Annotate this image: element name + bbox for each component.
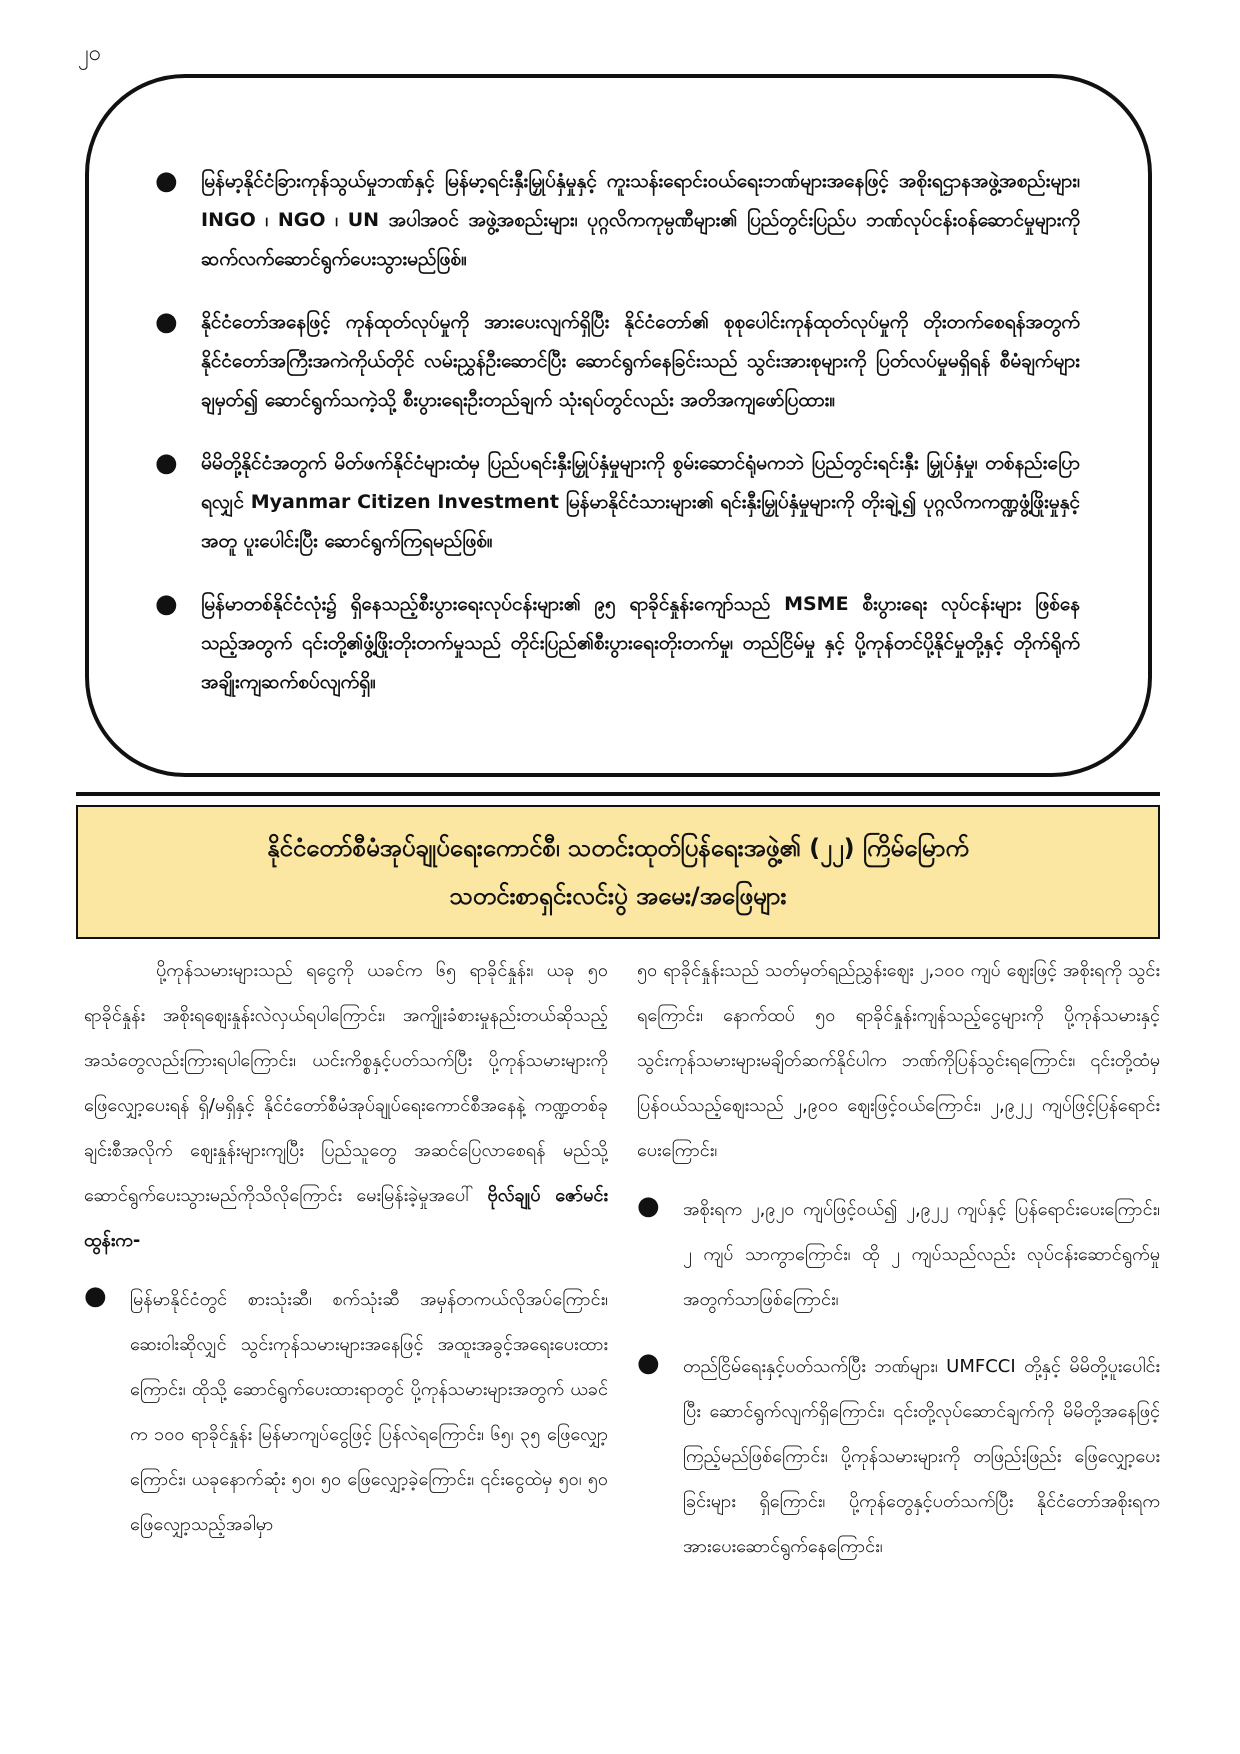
answer-item: [637, 1187, 1160, 1322]
section-heading: [76, 805, 1160, 939]
summary-item-text: မြန်မာ့နိုင်ငံခြားကုန်သွယ်မှုဘဏ်နှင့် မြန်မာ့ရင်းနှီးမြှုပ်နှံမှုနှင့် ကူးသန်းရောင်းဝယ်ရေးဘဏ်များအနေဖြင့် အစိုးရဌာနအဖွဲ့အစည်းများ၊ INGO ၊ NGO ၊ UN အပါအဝင် အဖွဲ့အစည်းများ၊ ပုဂ္ဂလိကကုမ္ပဏီများ၏ ပြည်တွင်းပြည်ပ ဘဏ်လုပ်ငန်းဝန်ဆောင်မှုများကို ဆက်လက်ဆောင်ရွက်ပေးသွားမည်ဖြစ်။: [201, 170, 1080, 270]
answer-item-text: အစိုးရက ၂,၉၂၀ ကျပ်ဖြင့်ဝယ်၍ ၂,၉၂၂ ကျပ်နှင့် ပြန်ရောင်းပေးကြောင်း၊ ၂ ကျပ် သာကွာကြောင်း၊ ထို ၂ ကျပ်သည်လည်း လုပ်ငန်းဆောင်ရွက်မှုအတွက်သာဖြစ်ကြောင်း၊: [683, 1199, 1160, 1310]
answer-item-text: တည်ငြိမ်ရေးနှင့်ပတ်သက်ပြီး ဘဏ်များ၊ UMFCCI တို့နှင့် မိမိတို့ပူးပေါင်းပြီး ဆောင်ရွက်လျက်ရှိကြောင်း၊ ၎င်းတို့လုပ်ဆောင်ချက်ကို မိမိတို့အနေဖြင့် ကြည့်မည်ဖြစ်ကြောင်း၊ ပို့ကုန်သမားများကို တဖြည်းဖြည်း ဖြေလျှော့ပေးခြင်းများ ရှိကြောင်း၊ ပို့ကုန်တွေနှင့်ပတ်သက်ပြီး နိုင်ငံတော်အစိုးရက အားပေးဆောင်ရွက်နေကြောင်း၊: [683, 1356, 1160, 1557]
bullet-icon: ●: [155, 589, 178, 619]
answer-item-text: မြန်မာနိုင်ငံတွင် စားသုံးဆီ၊ စက်သုံးဆီ အမှန်တကယ်လိုအပ်ကြောင်း၊ ဆေးဝါးဆိုလျှင် သွင်းကုန်သမားများအနေဖြင့် အထူးအခွင့်အရေးပေးထားကြောင်း၊ ထိုသို့ ဆောင်ရွက်ပေးထားရာတွင် ပို့ကုန်သမားများအတွက် ယခင်က ၁၀၀ ရာခိုင်နှုန်း မြန်မာကျပ်ငွေဖြင့် ပြန်လဲရကြောင်း၊ ၆၅၊ ၃၅ ဖြေလျှော့ကြောင်း၊ ယခုနောက်ဆုံး ၅၀၊ ၅၀ ဖြေလျှော့ခဲ့ကြောင်း၊ ၎င်းငွေထဲမှ ၅၀၊ ၅၀ ဖြေလျှော့သည့်အခါမှာ: [130, 1289, 608, 1535]
right-column: [637, 948, 1160, 1591]
question-text: ပို့ကုန်သမားများသည် ရငွေကို ယခင်က ၆၅ ရာခိုင်နှုန်း၊ ယခု ၅၀ ရာခိုင်နှုန်း အစိုးရဈေးနှုန်းလဲလှယ်ရပါကြောင်း၊ အကျိုးခံစားမှုနည်းတယ်ဆိုသည့် အသံတွေလည်းကြားရပါကြောင်း၊ ယင်းကိစ္စနှင့်ပတ်သက်ပြီး ပို့ကုန်သမားများကို ဖြေလျှော့ပေးရန် ရှိ/မရှိနှင့် နိုင်ငံတော်စီမံအုပ်ချုပ်ရေးကောင်စီအနေနဲ့ ကဏ္ဍတစ်ခုချင်းစီအလိုက် ဈေးနှုန်းများကျပြီး ပြည်သူတွေ အဆင်ပြေလာစေရန် မည်သို့ဆောင်ရွက်ပေးသွားမည်ကိုသိလိုကြောင်း မေးမြန်းခဲ့မှုအပေါ်: [84, 960, 608, 1206]
left-column: [84, 948, 608, 1569]
summary-item-text: မြန်မာတစ်နိုင်ငံလုံး၌ ရှိနေသည့်စီးပွားရေးလုပ်ငန်းများ၏ ၉၅ ရာခိုင်နှုန်းကျော်သည် MSME စီးပွားရေး လုပ်ငန်းများ ဖြစ်နေသည့်အတွက် ၎င်းတို့၏ဖွံ့ဖြိုးတိုးတက်မှုသည် တိုင်းပြည်၏စီးပွားရေးတိုးတက်မှု၊ တည်ငြိမ်မှု နှင့် ပို့ကုန်တင်ပို့နိုင်မှုတို့နှင့် တိုက်ရိုက်အချိုးကျဆက်စပ်လျက်ရှိ။: [201, 593, 1080, 693]
bullet-icon: ●: [155, 448, 178, 478]
left-answer-list: [84, 1277, 608, 1547]
heading-line-1: နိုင်ငံတော်စီမံအုပ်ချုပ်ရေးကောင်စီ၊ သတင်းထုတ်ပြန်ရေးအဖွဲ့၏ (၂၂) ကြိမ်မြောက်: [267, 834, 969, 862]
summary-list: [155, 162, 1080, 702]
bullet-icon: ●: [637, 1191, 660, 1221]
answer-item: [84, 1277, 608, 1547]
right-answer-list: [637, 1187, 1160, 1569]
answer-item: [637, 1344, 1160, 1569]
page-number: ၂၀: [78, 41, 102, 66]
bullet-icon: ●: [637, 1348, 660, 1378]
heading-line-2: သတင်းစာရှင်းလင်းပွဲ အမေး/အဖြေများ: [449, 882, 787, 910]
summary-box: [85, 74, 1152, 777]
summary-item-text: နိုင်ငံတော်အနေဖြင့် ကုန်ထုတ်လုပ်မှုကို အားပေးလျက်ရှိပြီး နိုင်ငံတော်၏ စုစုပေါင်းကုန်ထုတ်လုပ်မှုကို တိုးတက်စေရန်အတွက် နိုင်ငံတော်အကြီးအကဲကိုယ်တိုင် လမ်းညွှန်ဦးဆောင်ပြီး ဆောင်ရွက်နေခြင်းသည် သွင်းအားစုများကို ပြတ်လပ်မှုမရှိရန် စီမံချက်များချမှတ်၍ ဆောင်ရွက်သကဲ့သို့ စီးပွားရေးဦးတည်ချက် သုံးရပ်တွင်လည်း အတိအကျဖော်ပြထား။: [201, 311, 1080, 411]
continuation-paragraph: ၅၀ ရာခိုင်နှုန်းသည် သတ်မှတ်ရည်ညွှန်းဈေး ၂,၁၀၀ ကျပ် ဈေးဖြင့် အစိုးရကို သွင်းရကြောင်း၊ နောက်ထပ် ၅၀ ရာခိုင်နှုန်းကျန်သည့်ငွေများကို ပို့ကုန်သမားနှင့် သွင်းကုန်သမားများမချိတ်ဆက်နိုင်ပါက ဘဏ်ကိုပြန်သွင်းရကြောင်း၊ ၎င်းတို့ထံမှ ပြန်ဝယ်သည့်ဈေးသည် ၂,၉၀၀ ဈေးဖြင့်ဝယ်ကြောင်း၊ ၂,၉၂၂ ကျပ်ဖြင့်ပြန်ရောင်းပေးကြောင်း၊: [637, 960, 1160, 1161]
speaker-name: ဗိုလ်ချုပ် ဇော်မင်းထွန်းက-: [84, 1185, 608, 1251]
summary-item: [155, 585, 1080, 702]
question-paragraph: [84, 948, 608, 1263]
bullet-icon: ●: [155, 307, 178, 337]
summary-item-text: မိမိတို့နိုင်ငံအတွက် မိတ်ဖက်နိုင်ငံများထံမှ ပြည်ပရင်းနှီးမြှုပ်နှံမှုများကို စွမ်းဆောင်ရုံမကဘဲ ပြည်တွင်းရင်းနှီး မြှုပ်နှံမှု၊ တစ်နည်းပြောရလျှင် Myanmar Citizen Investment မြန်မာနိုင်ငံသားများ၏ ရင်းနှီးမြှုပ်နှံမှုများကို တိုးချဲ့၍ ပုဂ္ဂလိကကဏ္ဍဖွံ့ဖြိုးမှုနှင့်အတူ ပူးပေါင်းပြီး ဆောင်ရွက်ကြရမည်ဖြစ်။: [201, 452, 1080, 552]
summary-item: [155, 444, 1080, 561]
summary-item: [155, 303, 1080, 420]
bullet-icon: ●: [84, 1281, 107, 1311]
section-divider: [76, 792, 1160, 796]
summary-item: [155, 162, 1080, 279]
bullet-icon: ●: [155, 166, 178, 196]
